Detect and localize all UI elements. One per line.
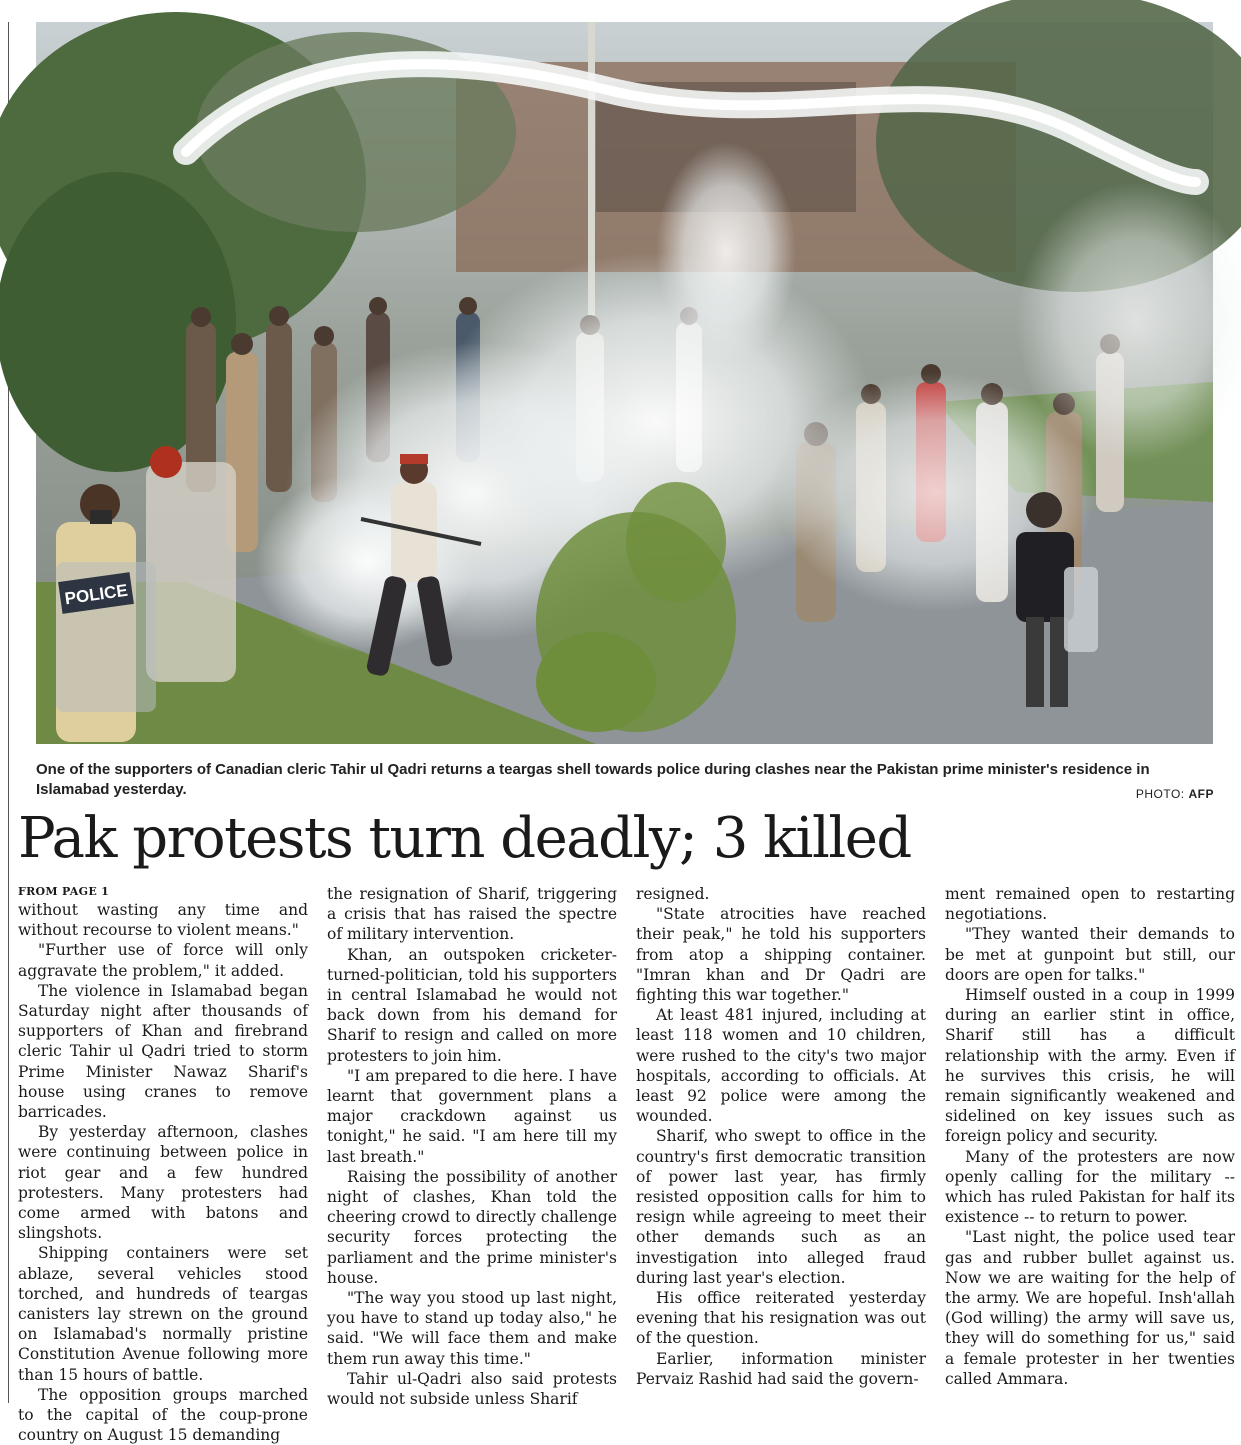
paragraph: "I am prepared to die here. I have learnt that government plans a major crackdown against us tonight," he said. "I am here till my last breath." <box>327 1066 617 1166</box>
news-photo <box>36 22 1213 744</box>
paragraph: resigned. <box>636 885 710 903</box>
article-column-3 <box>636 884 926 1403</box>
paragraph: Shipping containers were set ablaze, several vehicles stood torched, and hundreds of teargas canisters lay strewn on the ground on Islamabad's normally pristine Constitution Avenue following more than 15 hours of battle. <box>18 1244 308 1384</box>
paragraph: At least 481 injured, including at least 118 women and 10 children, were rushed to the city's two major hospitals, according to officials. At least 92 police were among the wounded. <box>636 1006 926 1126</box>
paragraph: Many of the protesters are now openly calling for the military -- which has ruled Pakistan for half its existence -- to return to power. <box>945 1147 1235 1227</box>
paragraph: "Further use of force will only aggravate the problem," it added. <box>18 941 308 980</box>
paragraph: "State atrocities have reached their peak," he told his supporters from atop a shipping container. "Imran khan and Dr Qadri are fighting this war together." <box>636 905 926 1005</box>
photo-credit <box>1136 787 1214 801</box>
article-column-4 <box>945 884 1235 1403</box>
photo-credit-source: AFP <box>1188 787 1214 801</box>
article-column-2 <box>327 884 617 1409</box>
paragraph: By yesterday afternoon, clashes were continuing between police in riot gear and a few hundred protesters. Many protesters had come armed with batons and slingshots. <box>18 1123 308 1243</box>
paragraph: the resignation of Sharif, triggering a crisis that has raised the spectre of military intervention. <box>327 885 617 944</box>
headline: Pak protests turn deadly; 3 killed <box>18 806 911 871</box>
paragraph: His office reiterated yesterday evening that his resignation was out of the question. <box>636 1289 926 1348</box>
article-body <box>18 884 1235 1445</box>
paragraph: Khan, an outspoken cricketer-turned-politician, told his supporters in central Islamabad he would not back down from his demand for Sharif to resign and called on more protesters to join him. <box>327 945 617 1065</box>
paragraph: "They wanted their demands to be met at gunpoint but still, our doors are open for talks." <box>945 925 1235 984</box>
paragraph: "The way you stood up last night, you have to stand up today also," he said. "We will face them and make them run away this time." <box>327 1289 617 1368</box>
paragraph: Earlier, information minister Pervaiz Rashid had said the govern- <box>636 1349 926 1388</box>
photo-credit-label: PHOTO: <box>1135 787 1185 801</box>
paragraph: Tahir ul-Qadri also said protests would not subside unless Sharif <box>327 1369 617 1409</box>
from-page-label: FROM PAGE 1 <box>18 885 110 898</box>
paragraph: Himself ousted in a coup in 1999 during an earlier stint in office, Sharif still has a difficult relationship with the army. Even if he survives this crisis, he will remain significantly weakened and sidelined on key issues such as foreign policy and security. <box>945 986 1235 1146</box>
article-column-1 <box>18 884 308 1445</box>
paragraph: Raising the possibility of another night of clashes, Khan told the cheering crowd to directly challenge security forces protecting the parliament and the prime minister's house. <box>327 1167 617 1287</box>
photo-caption: One of the supporters of Canadian cleric Tahir ul Qadri returns a teargas shell towards police during clashes near the Pakistan prime minister's residence in Islamabad yesterday. <box>36 761 1150 798</box>
paragraph: The violence in Islamabad began Saturday night after thousands of supporters of Khan and firebrand cleric Tahir ul Qadri tried to storm Prime Minister Nawaz Sharif's house using cranes to remove barricades. <box>18 981 308 1122</box>
police-shield-text: POLICE <box>63 580 129 609</box>
paragraph: The opposition groups marched to the capital of the coup-prone country on August 15 demanding <box>18 1385 308 1445</box>
paragraph: "Last night, the police used tear gas and rubber bullet against us. Now we are waiting for the help of the army. We are hopeful. Insh'allah (God willing) the army will save us, they will do something for us," said a female protester in her twenties called Ammara. <box>945 1228 1235 1388</box>
paragraph: ment remained open to restarting negotiations. <box>945 885 1235 924</box>
paragraph: Sharif, who swept to office in the country's first democratic transition of power last year, has firmly resisted opposition calls for him to resign while agreeing to meet their other demands such as an investigation into alleged fraud during last year's election. <box>636 1127 926 1287</box>
paragraph: without wasting any time and without recourse to violent means." <box>18 901 308 940</box>
